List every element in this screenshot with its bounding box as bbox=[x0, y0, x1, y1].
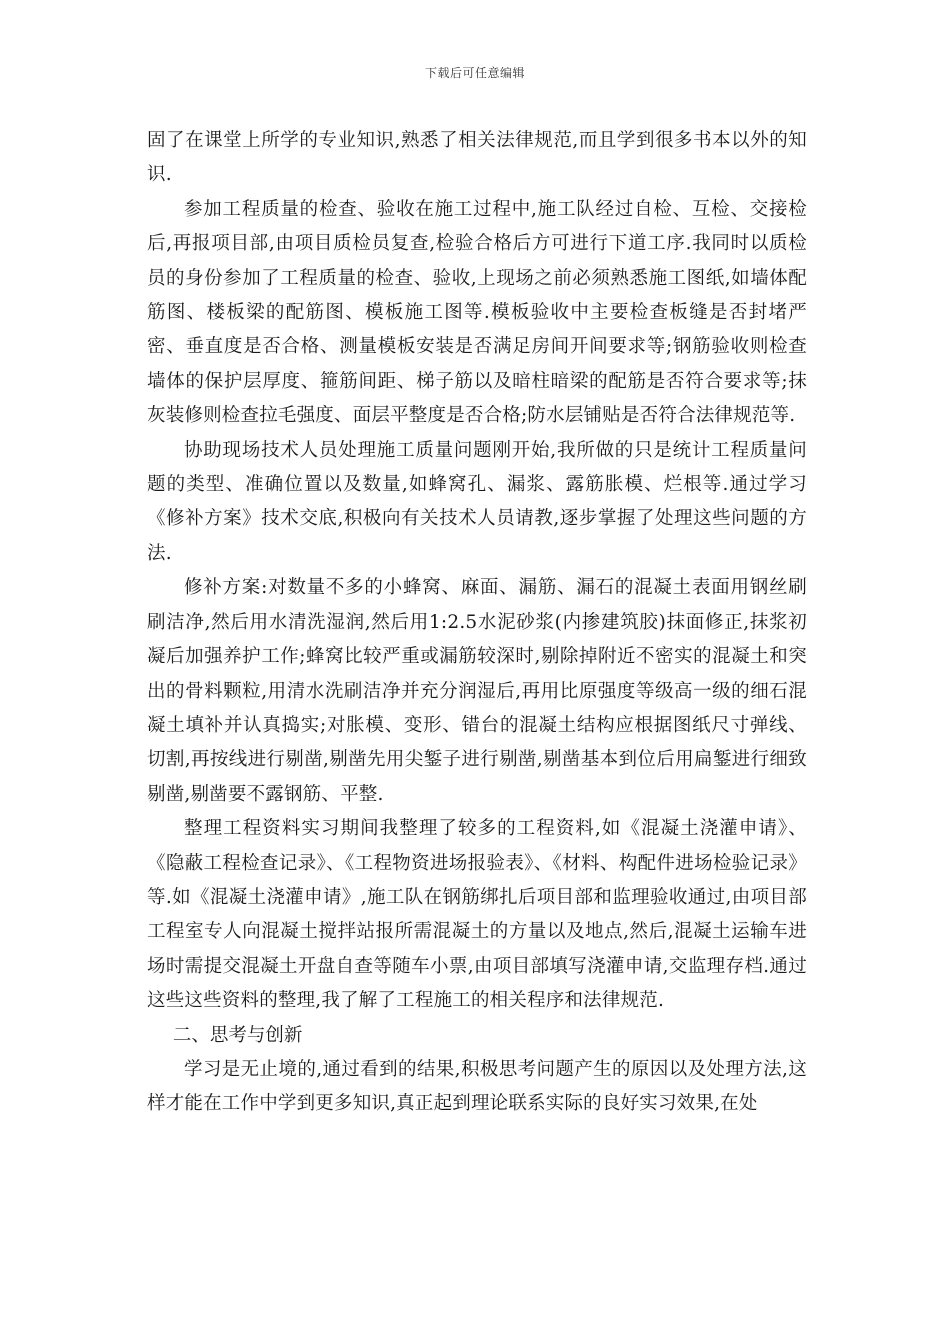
paragraph-quality-problems: 协助现场技术人员处理施工质量问题刚开始,我所做的只是统计工程质量问题的类型、准确位置以及数量,如蜂窝孔、漏浆、露筋胀模、烂根等.通过学习《修补方案》技术交底,积极向有关技术人员请教,逐步掌握了处理这些问题的方法. bbox=[147, 439, 807, 564]
page-header: 下载后可任意编辑 bbox=[424, 66, 525, 80]
paragraph-quality-inspection: 参加工程质量的检查、验收在施工过程中,施工队经过自检、互检、交接检后,再报项目部,由项目质检员复查,检验合格后方可进行下道工序.我同时以质检员的身份参加了工程质量的检查、验收,上现场之前必须熟悉施工图纸,如墙体配筋图、楼板梁的配筋图、模板施工图等.模板验收中主要检查板缝是否封堵严密、垂直度是否合格、测量模板安装是否满足房间开间要求等;钢筋验收则检查墙体的保护层厚度、箍筋间距、梯子筋以及暗柱暗梁的配筋是否符合要求等;抹灰装修则检查拉毛强度、面层平整度是否合格;防水层铺贴是否符合法律规范等. bbox=[147, 198, 807, 427]
section-heading: 二、思考与创新 bbox=[172, 1024, 303, 1046]
paragraph-repair-plan: 修补方案:对数量不多的小蜂窝、麻面、漏筋、漏石的混凝土表面用钢丝刷刷洁净,然后用水清洗湿润,然后用1:2.5水泥砂浆(内掺建筑胶)抹面修正,抹浆初凝后加强养护工作;蜂窝比较严重或漏筋较深时,剔除掉附近不密实的混凝土和突出的骨料颗粒,用清水洗刷洁净并充分润湿后,再用比原强度等级高一级的细石混凝土填补并认真捣实;对胀模、变形、错台的混凝土结构应根据图纸尺寸弹线、切割,再按线进行剔凿,剔凿先用尖錾子进行剔凿,剔凿基本到位后用扁錾进行细致剔凿,剔凿要不露钢筋、平整. bbox=[147, 577, 807, 805]
paragraph-continuation: 固了在课堂上所学的专业知识,熟悉了相关法律规范,而且学到很多书本以外的知识. bbox=[147, 130, 807, 186]
document-body bbox=[147, 124, 807, 1122]
paragraph-engineering-records: 整理工程资料实习期间我整理了较多的工程资料,如《混凝土浇灌申请》、《隐蔽工程检查记录》、《工程物资进场报验表》、《材料、构配件进场检验记录》等.如《混凝土浇灌申请》,施工队在钢筋绑扎后项目部和监理验收通过,由项目部工程室专人向混凝土搅拌站报所需混凝土的方量以及地点,然后,混凝土运输车进场时需提交混凝土开盘自查等随车小票,由项目部填写浇灌申请,交监理存档.通过这些这些资料的整理,我了解了工程施工的相关程序和法律规范. bbox=[147, 818, 807, 1012]
paragraph-reflection: 学习是无止境的,通过看到的结果,积极思考问题产生的原因以及处理方法,这样才能在工作中学到更多知识,真正起到理论联系实际的良好实习效果,在处 bbox=[147, 1058, 807, 1115]
